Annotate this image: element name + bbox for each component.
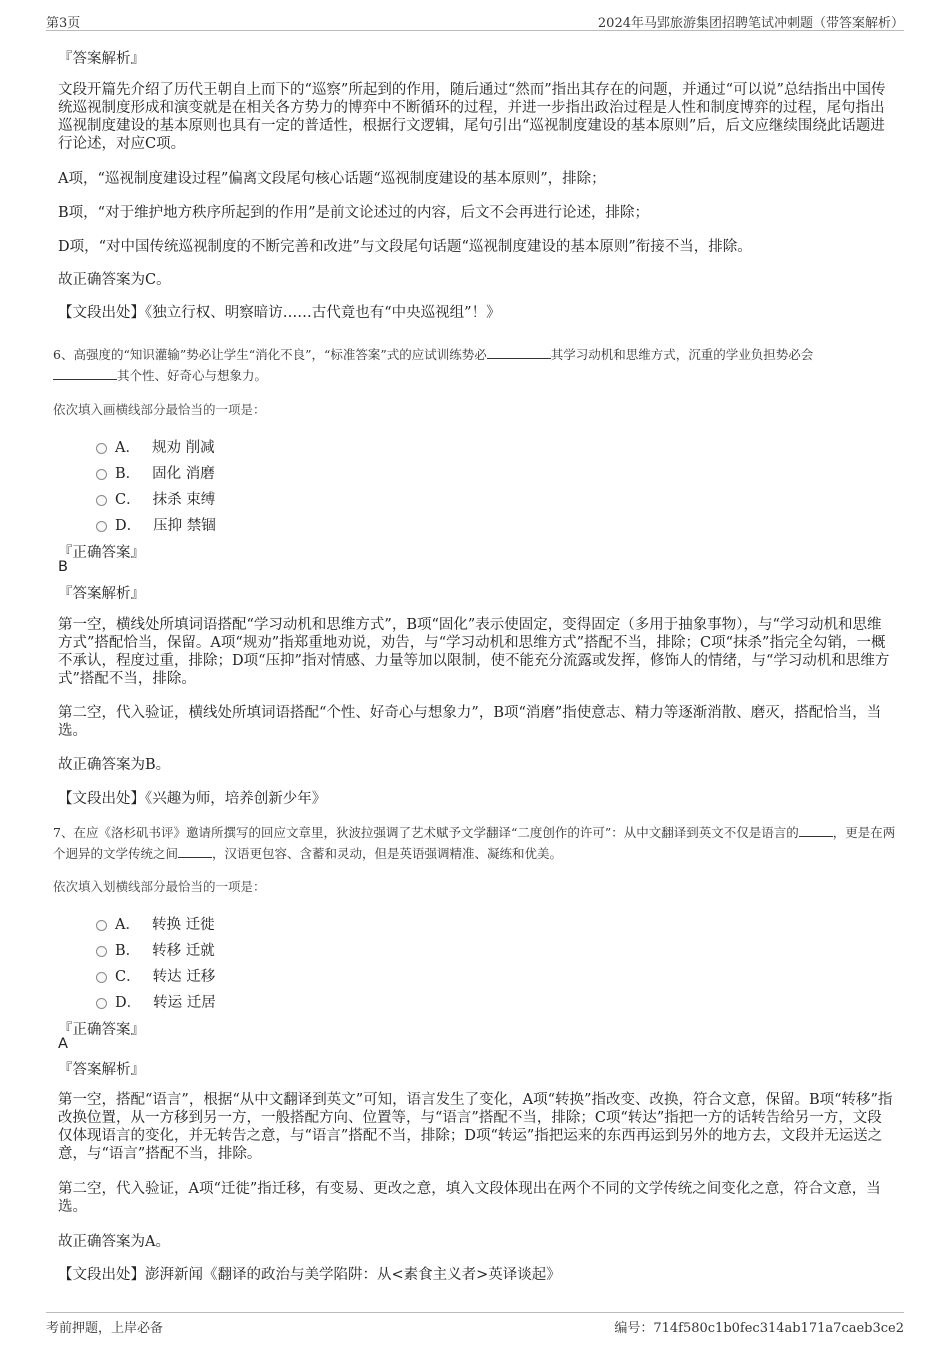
footer-slogan: 考前押题，上岸必备	[46, 1321, 164, 1336]
radio-icon[interactable]	[96, 443, 107, 454]
radio-icon[interactable]	[96, 946, 107, 957]
q7-analysis-tag: 『答案解析』	[58, 1062, 145, 1078]
q6-stem-part3: 其个性、好奇心与想象力。	[117, 368, 268, 383]
q6-analysis-p1: 第一空，横线处所填词语搭配“学习动机和思维方式”，B项“固化”表示使固定，变得固定（多用于抽象事物），与“学习动机和思维方式”搭配恰当，保留。A项“规劝”指郑重地劝说，劝告，与“学习动机和思维方式”搭配不当，排除；C项“抹杀”指完全勾销，一概不承认，程度过重，排除；D项“压抑”指对情感、力量等加以限制，使不能充分流露或发挥，修饰人的情绪，与“学习动机和思维方式”搭配不当，排除。	[58, 617, 890, 687]
q7-stem-part2: ，更是在两个迥异的文学传统之间	[53, 825, 896, 861]
q7-stem-part3: ，汉语更包容、含蓄和灵动，但是英语强调精准、凝练和优美。	[212, 846, 563, 861]
q6-stem-part1: 6、高强度的“知识灌输”势必让学生“消化不良”，“标准答案”式的应试训练势必	[53, 347, 487, 362]
q7-option-c[interactable]: C． 转达 迁移	[96, 965, 215, 986]
q6-option-d[interactable]: D． 压抑 禁锢	[96, 514, 216, 535]
q7-conclusion: 故正确答案为A。	[58, 1234, 170, 1250]
q6-instruction: 依次填入画横线部分最恰当的一项是：	[53, 402, 266, 417]
page-number: 第3页	[46, 16, 81, 31]
q6-conclusion: 故正确答案为B。	[58, 757, 171, 773]
q6-correct-tag: 『正确答案』	[58, 545, 145, 561]
q7-analysis-p2: 第二空，代入验证，A项“迁徙”指迁移，有变易、更改之意，填入文段体现出在两个不同的文学传统之间变化之意，符合文意，当选。	[58, 1181, 881, 1215]
page-footer	[46, 1312, 904, 1337]
q7-stem	[53, 822, 898, 864]
radio-icon[interactable]	[96, 495, 107, 506]
q7-correct-answer: A	[58, 1036, 68, 1052]
q6-analysis-tag: 『答案解析』	[58, 586, 145, 602]
document-title: 2024年马郢旅游集团招聘笔试冲刺题（带答案解析）	[597, 16, 904, 31]
radio-icon[interactable]	[96, 998, 107, 1009]
q5-option-d-analysis: D项，“对中国传统巡视制度的不断完善和改进”与文段尾句话题“巡视制度建设的基本原则”衔接不当，排除。	[58, 239, 752, 255]
q7-source: 【文段出处】澎湃新闻《翻译的政治与美学陷阱：从<素食主义者>英译谈起》	[58, 1267, 561, 1283]
radio-icon[interactable]	[96, 920, 107, 931]
q5-analysis-text: 文段开篇先介绍了历代王朝自上而下的“巡察”所起到的作用，随后通过“然而”指出其存在的问题，并通过“可以说”总结指出中国传统巡视制度形成和演变就是在相关各方势力的博弈中不断循环的过程，并进一步指出政治过程是人性和制度博弈的过程，尾句指出巡视制度建设的基本原则也具有一定的普适性，根据行文逻辑，尾句引出“巡视制度建设的基本原则”后，后文应继续围绕此话题进行论述，对应C项。	[58, 82, 886, 152]
radio-icon[interactable]	[96, 469, 107, 480]
document-id: 编号：714f580c1b0fec314ab171a7caeb3ce2	[614, 1321, 904, 1336]
q6-option-c[interactable]: C． 抹杀 束缚	[96, 488, 215, 509]
q6-stem	[53, 344, 898, 386]
q7-option-d[interactable]: D． 转运 迁居	[96, 991, 216, 1012]
q6-option-b[interactable]: B． 固化 消磨	[96, 462, 215, 483]
q5-analysis-tag: 『答案解析』	[58, 51, 145, 67]
q5-option-b-analysis: B项，“对于维护地方秩序所起到的作用”是前文论述过的内容，后文不会再进行论述，排除；	[58, 205, 649, 221]
q7-option-b[interactable]: B． 转移 迁就	[96, 939, 215, 960]
q6-blank-2	[53, 365, 117, 380]
q7-correct-tag: 『正确答案』	[58, 1022, 145, 1038]
q5-source: 【文段出处】《独立行权、明察暗访……古代竟也有“中央巡视组”！》	[58, 305, 501, 321]
radio-icon[interactable]	[96, 972, 107, 983]
q7-option-a[interactable]: A． 转换 迁徙	[96, 913, 215, 934]
q7-instruction: 依次填入划横线部分最恰当的一项是：	[53, 879, 266, 894]
q6-option-a[interactable]: A． 规劝 削减	[96, 436, 215, 457]
q6-source: 【文段出处】《兴趣为师，培养创新少年》	[58, 791, 327, 807]
q6-analysis-p2: 第二空，代入验证，横线处所填词语搭配“个性、好奇心与想象力”，B项“消磨”指使意志、精力等逐渐消散、磨灭，搭配恰当，当选。	[58, 705, 882, 739]
q5-conclusion: 故正确答案为C。	[58, 272, 171, 288]
q7-blank-2	[178, 843, 212, 858]
q6-stem-part2: 其学习动机和思维方式，沉重的学业负担势必会	[550, 347, 814, 362]
q7-stem-part1: 7、在应《洛杉矶书评》邀请所撰写的回应文章里，狄波拉强调了艺术赋予文学翻译“二度创作的许可”：从中文翻译到英文不仅是语言的	[53, 825, 799, 840]
q5-option-a-analysis: A项，“巡视制度建设过程”偏离文段尾句核心话题“巡视制度建设的基本原则”，排除；	[58, 171, 606, 187]
q7-analysis-p1: 第一空，搭配“语言”，根据“从中文翻译到英文”可知，语言发生了变化，A项“转换”指改变、改换，符合文意，保留。B项“转移”指改换位置，从一方移到另一方，一般搭配方向、位置等，与“语言”搭配不当，排除；C项“转达”指把一方的话转告给另一方，文段仅体现语言的变化，并无转告之意，与“语言”搭配不当，排除；D项“转运”指把运来的东西再运到另外的地方去，文段并无运送之意，与“语言”搭配不当，排除。	[58, 1092, 893, 1162]
q7-blank-1	[799, 822, 833, 837]
radio-icon[interactable]	[96, 521, 107, 532]
q6-correct-answer: B	[58, 559, 68, 575]
q6-blank-1	[487, 344, 551, 359]
page-header	[46, 8, 904, 31]
